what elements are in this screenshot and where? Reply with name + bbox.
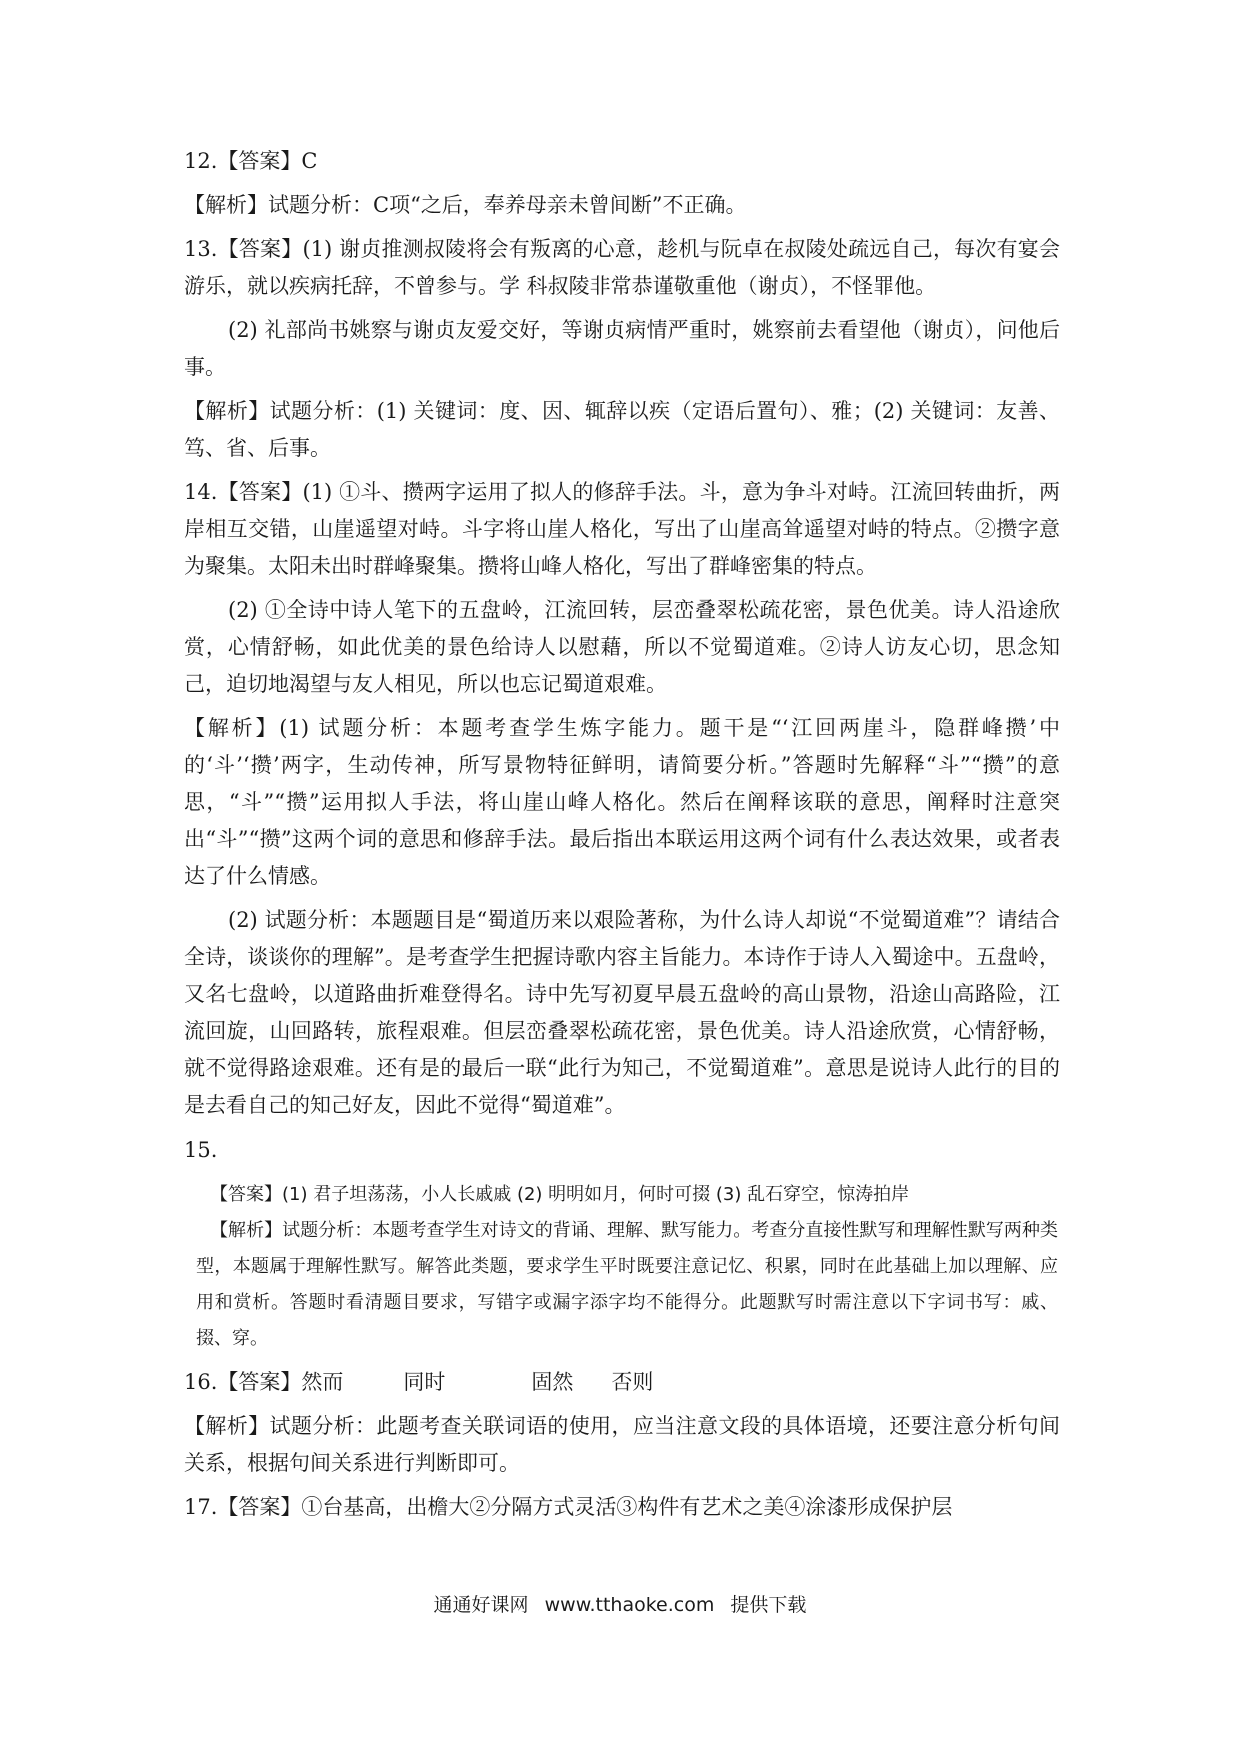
q14-analysis-part1: 【解析】(1) 试题分析：本题考查学生炼字能力。题干是“‘江回两崖斗，隐群峰攒’中的‘斗’‘攒’两字，生动传神，所写景物特征鲜明，请简要分析。”答题时先解释“斗”“攒”的意思，“斗”“攒”运用拟人手法，将山崖山峰人格化。然后在阐释该联的意思，阐释时注意突出“斗”“攒”这两个词的意思和修辞手法。最后指出本联运用这两个词有什么表达效果，或者表达了什么情感。 — [184, 716, 1060, 888]
q17-answer: 17.【答案】①台基高，出檐大②分隔方式灵活③构件有艺术之美④涂漆形成保护层 — [184, 1495, 953, 1519]
q13-answer-part1: 13.【答案】(1) 谢贞推测叔陵将会有叛离的心意，趁机与阮卓在叔陵处疏远自己，每次有宴会游乐，就以疾病托辞，不曾参与。学 科叔陵非常恭谨敬重他（谢贞），不怪罪他。 — [184, 237, 1060, 298]
footer-note: 提供下载 — [730, 1594, 807, 1616]
page-footer — [0, 1590, 1240, 1617]
q12-analysis: 【解析】试题分析：C项“之后，奉养母亲未曾间断”不正确。 — [184, 193, 747, 217]
q16-answer — [184, 1364, 1060, 1401]
q14-analysis-part2: (2) 试题分析：本题题目是“蜀道历来以艰险著称，为什么诗人却说“不觉蜀道难”？请结合全诗，谈谈你的理解”。是考查学生把握诗歌内容主旨能力。本诗作于诗人入蜀途中。五盘岭，又名七盘岭，以道路曲折难登得名。诗中先写初夏早晨五盘岭的高山景物，沿途山高路险，江流回旋，山回路转，旅程艰难。但层峦叠翠松疏花密，景色优美。诗人沿途欣赏，心情舒畅，就不觉得路途艰难。还有是的最后一联“此行为知己，不觉蜀道难”。意思是说诗人此行的目的是去看自己的知己好友，因此不觉得“蜀道难”。 — [184, 908, 1060, 1117]
answer-key-content — [184, 143, 1060, 1526]
q16-word-2: 同时 — [403, 1370, 446, 1394]
q14-answer-part2: (2) ①全诗中诗人笔下的五盘岭，江流回转，层峦叠翠松疏花密，景色优美。诗人沿途欣赏，心情舒畅，如此优美的景色给诗人以慰藉，所以不觉蜀道难。②诗人访友心切，思念知己，迫切地渴望与友人相见，所以也忘记蜀道艰难。 — [184, 598, 1060, 696]
q16-word-3: 固然 — [531, 1370, 574, 1394]
q16-word-4: 否则 — [611, 1370, 654, 1394]
q16-analysis: 【解析】试题分析：此题考查关联词语的使用，应当注意文段的具体语境，还要注意分析句间关系，根据句间关系进行判断即可。 — [184, 1414, 1060, 1475]
q15-answer: 【答案】(1) 君子坦荡荡，小人长戚戚 (2) 明明如月，何时可掇 (3) 乱石穿空，惊涛拍岸 — [210, 1184, 910, 1205]
q15-pasted-block — [196, 1177, 1058, 1357]
q16-answer-prefix: 16.【答案】然而 — [184, 1370, 344, 1394]
q13-answer-part2: (2) 礼部尚书姚察与谢贞友爱交好，等谢贞病情严重时，姚察前去看望他（谢贞），问他后事。 — [184, 318, 1060, 379]
q15-number: 15. — [184, 1138, 218, 1162]
q13-analysis: 【解析】试题分析：(1) 关键词：度、因、辄辞以疾（定语后置句）、雅；(2) 关键词：友善、笃、省、后事。 — [184, 399, 1060, 460]
footer-url: www.tthaoke.com — [544, 1594, 715, 1616]
footer-site-name: 通通好课网 — [433, 1594, 529, 1616]
q15-analysis: 【解析】试题分析：本题考查学生对诗文的背诵、理解、默写能力。考查分直接性默写和理解性默写两种类型，本题属于理解性默写。解答此类题，要求学生平时既要注意记忆、积累，同时在此基础上加以理解、应用和赏析。答题时看清题目要求，写错字或漏字添字均不能得分。此题默写时需注意以下字词书写：戚、掇、穿。 — [196, 1220, 1058, 1349]
q12-answer: 12.【答案】C — [184, 149, 318, 173]
q14-answer-part1: 14.【答案】(1) ①斗、攒两字运用了拟人的修辞手法。斗，意为争斗对峙。江流回转曲折，两岸相互交错，山崖遥望对峙。斗字将山崖人格化，写出了山崖高耸遥望对峙的特点。②攒字意为聚集。太阳未出时群峰聚集。攒将山峰人格化，写出了群峰密集的特点。 — [184, 480, 1060, 578]
